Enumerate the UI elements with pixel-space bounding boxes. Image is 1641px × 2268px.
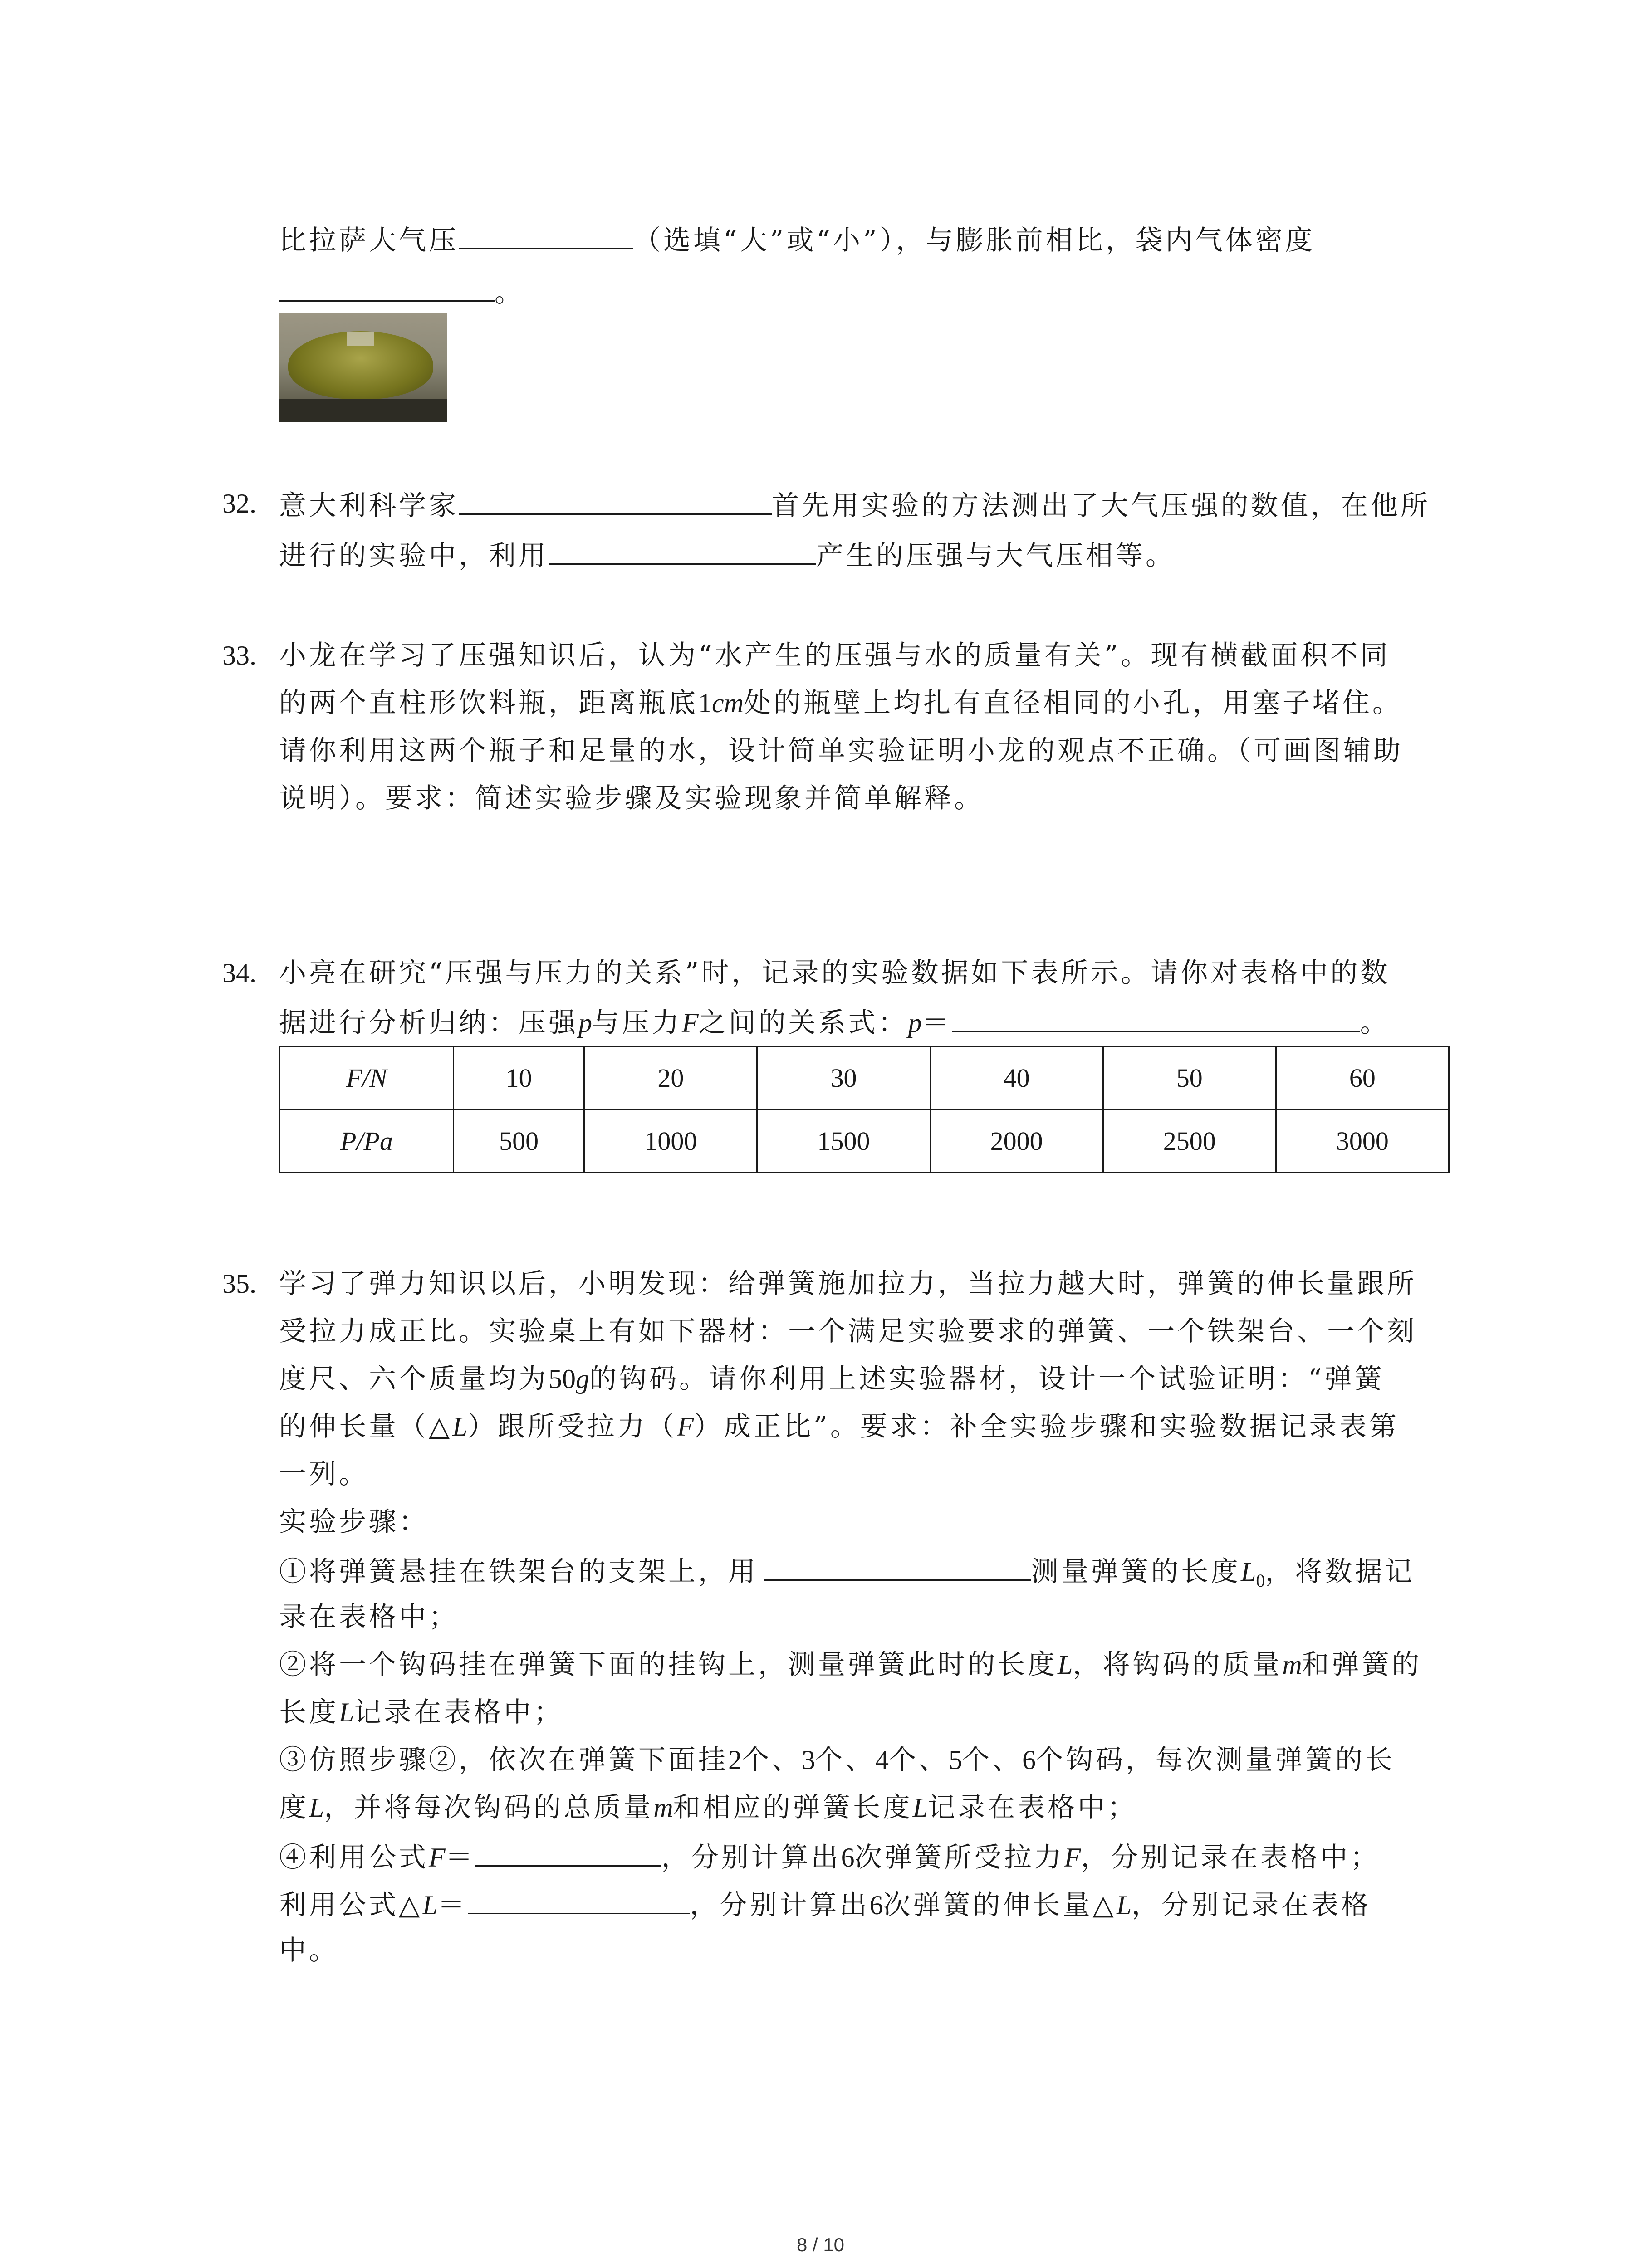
table-cell: 30 [757,1046,930,1110]
step5-L: L [422,1890,438,1920]
step3-text-a: ③仿照步骤②，依次在弹簧下面挂 [279,1744,728,1776]
q35-num: 50 [549,1364,576,1394]
step3-m: m [653,1793,673,1823]
photo-shadow [279,399,447,422]
step3-n2: 2 [728,1745,742,1775]
q35-text-d: ）跟所受拉力（ [467,1411,677,1442]
q33-line3: 请你利用这两个瓶子和足量的水，设计简单实验证明小龙的观点不正确。（可画图辅助 [279,735,1403,767]
q35-step3-line2 [279,1789,1137,1826]
step5-text-c: 次弹簧的伸长量△ [883,1889,1117,1921]
q32-number: 32. [222,489,256,518]
table-cell: 2000 [930,1110,1103,1173]
step3-text-e: 个、 [962,1744,1022,1776]
table-row-force [280,1046,1449,1110]
q35-step1 [279,1551,1415,1599]
step4-text-c: 次弹簧所受拉力 [854,1842,1064,1873]
q32-text-d: 产生的压强与大气压相等。 [816,540,1176,572]
inflated-bag-photo [279,313,447,422]
q35-text-b: 的钩码。请你利用上述实验器材，设计一个试验证明：“弹簧 [589,1363,1385,1395]
q35-unit: g [576,1364,589,1394]
q35-step5 [279,1885,1371,1923]
q35-blank-instrument[interactable] [764,1551,1031,1581]
step3-text-i: 和相应的弹簧长度 [673,1792,913,1823]
step1-text-c: ，将数据记 [1265,1556,1415,1588]
step4-text-b: ，分别计算出 [661,1842,841,1873]
q32-blank-2[interactable] [549,535,816,565]
table-cell: 50 [1103,1046,1276,1110]
step2-text-a: ②将一个钩码挂在弹簧下面的挂钩上，测量弹簧此时的长度 [279,1649,1058,1681]
step2-L2: L [339,1697,354,1727]
step4-F: F [429,1843,446,1872]
q34-text-c: 之间的关系式： [698,1007,908,1039]
bag-label [347,332,374,346]
table-cell: 20 [584,1046,757,1110]
q32-line1 [279,485,1430,524]
step5-text-d: ，分别记录在表格 [1132,1889,1372,1921]
q34-text-a: 据进行分析归纳：压强 [279,1007,578,1039]
q31-line1 [279,220,1315,259]
q35-text-c: 的伸长量（△ [279,1411,453,1442]
step3-n4: 4 [875,1745,889,1775]
step5-eq: ＝ [437,1889,468,1921]
q35-number: 35. [222,1269,256,1299]
q34-line1: 小亮在研究“压强与压力的关系”时，记录的实验数据如下表所示。请你对表格中的数 [279,957,1391,989]
step3-n6: 6 [1022,1745,1036,1775]
table-cell: 1500 [757,1110,930,1173]
table-cell: 10 [454,1046,584,1110]
q31-text-b: （选填“大”或“小”），与膨胀前相比，袋内气体密度 [633,225,1315,256]
q34-end: 。 [1360,1007,1390,1039]
step3-text-h: ，并将每次钩码的总质量 [324,1792,654,1823]
q35-step3 [279,1742,1395,1778]
step5-text-b: ，分别计算出 [690,1889,870,1921]
step3-text-c: 个、 [815,1744,875,1776]
q32-line2 [279,535,1176,574]
q31-blank-2[interactable] [279,272,495,302]
q34-eq: ＝ [921,1007,952,1039]
step4-n: 6 [841,1843,855,1872]
step1-sub: 0 [1256,1570,1265,1591]
step3-text-j: 记录在表格中； [928,1792,1138,1823]
step2-text-b: ，将钩码的质量 [1073,1649,1283,1681]
step1-L: L [1241,1557,1256,1587]
q31-line2 [279,272,524,311]
q34-F: F [682,1008,699,1038]
q34-p: p [578,1008,592,1038]
table-cell: 500 [454,1110,584,1173]
step4-F2: F [1064,1843,1081,1872]
step3-text-b: 个、 [742,1744,802,1776]
step2-text-e: 记录在表格中； [354,1696,564,1728]
table-row-pressure [280,1110,1449,1173]
q33-num: 1 [698,688,712,718]
step5-n: 6 [869,1890,883,1920]
q33-line2 [279,685,1402,721]
q35-blank-force-formula[interactable] [475,1837,661,1867]
table-cell: 1000 [584,1110,757,1173]
step3-text-f: 个钩码，每次测量弹簧的长 [1036,1744,1395,1776]
step1-text-a: ①将弹簧悬挂在铁架台的支架上，用 [279,1556,758,1588]
q34-blank[interactable] [952,1002,1360,1032]
q34-text-b: 与压力 [592,1007,682,1039]
step3-text-d: 个、 [889,1744,949,1776]
q35-line1: 学习了弹力知识以后，小明发现：给弹簧施加拉力，当拉力越大时，弹簧的伸长量跟所 [279,1268,1417,1300]
step3-text-g: 度 [279,1792,309,1823]
table-cell: 60 [1276,1046,1449,1110]
table-cell: 40 [930,1046,1103,1110]
q31-end: 。 [495,277,524,308]
q35-L: L [452,1412,468,1442]
q35-step5-line2: 中。 [279,1935,339,1966]
table-cell: 2500 [1103,1110,1276,1173]
step2-text-d: 长度 [279,1696,339,1728]
q33-line4: 说明）。要求：简述实验步骤及实验现象并简单解释。 [279,782,984,814]
table-header-force: F/N [280,1046,454,1110]
step3-n3: 3 [802,1745,815,1775]
q32-text-c: 进行的实验中，利用 [279,540,549,572]
q31-blank-1[interactable] [459,220,633,249]
q31-text-a: 比拉萨大气压 [279,225,459,256]
q35-line4 [279,1408,1399,1445]
q32-blank-1[interactable] [459,485,772,515]
q35-step2 [279,1647,1422,1683]
q33-text-b: 处的瓶壁上均扎有直径相同的小孔，用塞子堵住。 [743,687,1402,719]
q35-text-e: ）成正比”。要求：补全实验步骤和实验数据记录表第 [694,1411,1399,1442]
step4-text-a: ④利用公式 [279,1842,429,1873]
q35-step1-line2: 录在表格中； [279,1601,459,1633]
step2-L: L [1058,1650,1073,1680]
q32-text-a: 意大利科学家 [279,490,459,522]
q34-number: 34. [222,958,256,988]
pressure-force-table [279,1046,1450,1173]
q33-unit: cm [712,688,744,718]
q33-text-a: 的两个直柱形饮料瓶，距离瓶底 [279,687,698,719]
step3-n5: 5 [949,1745,962,1775]
step3-L: L [309,1793,324,1823]
q35-F: F [677,1412,694,1442]
step5-text-a: 利用公式△ [279,1889,423,1921]
q35-blank-extension-formula[interactable] [468,1885,690,1914]
q34-line2 [279,1002,1390,1041]
q35-steps-title: 实验步骤： [279,1506,429,1538]
q35-line5: 一列。 [279,1458,369,1490]
q35-line3 [279,1361,1385,1397]
q35-step4 [279,1837,1380,1876]
step1-text-b: 测量弹簧的长度 [1031,1556,1241,1588]
q35-step2-line2 [279,1694,563,1730]
q35-text-a: 度尺、六个质量均为 [279,1363,549,1395]
q35-line2: 受拉力成正比。实验桌上有如下器材：一个满足实验要求的弹簧、一个铁架台、一个刻 [279,1315,1417,1347]
step5-L2: L [1116,1890,1132,1920]
table-cell: 3000 [1276,1110,1449,1173]
q33-number: 33. [222,640,256,670]
table-header-pressure: P/Pa [280,1110,454,1173]
step2-m: m [1282,1650,1302,1680]
page-number: 8 / 10 [796,2234,845,2255]
step4-eq: ＝ [445,1842,475,1873]
step3-L2: L [912,1793,928,1823]
step4-text-d: ，分别记录在表格中； [1081,1842,1381,1873]
q34-p2: p [908,1008,922,1038]
q32-text-b: 首先用实验的方法测出了大气压强的数值，在他所 [772,490,1430,522]
step2-text-c: 和弹簧的 [1302,1649,1422,1681]
q33-line1: 小龙在学习了压强知识后，认为“水产生的压强与水的质量有关”。现有横截面积不同 [279,640,1391,671]
